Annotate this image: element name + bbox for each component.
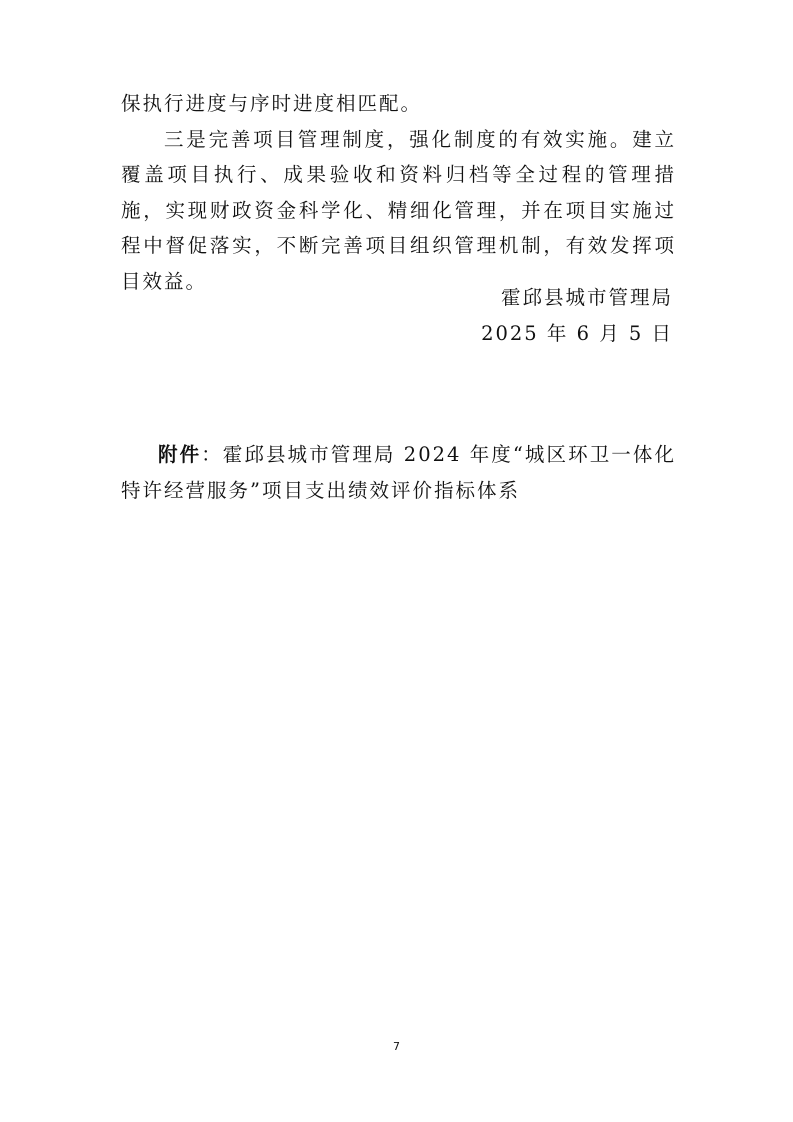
paragraph-continuation: 保执行进度与序时进度相匹配。 xyxy=(121,92,423,115)
paragraph-point-three: 三是完善项目管理制度，强化制度的有效实施。建立覆盖项目执行、成果验收和资料归档等全过程的管理措施，实现财政资金科学化、精细化管理，并在项目实施过程中督促落实，不断完善项目组织管理机制，有效发挥项目效益。 xyxy=(121,127,676,293)
attachment-separator: ： xyxy=(201,443,223,466)
signature-date: 2025 年 6 月 5 日 xyxy=(481,321,673,345)
attachment-note xyxy=(121,437,676,508)
signature-block xyxy=(481,280,673,351)
signature-organization: 霍邱县城市管理局 xyxy=(500,286,673,309)
attachment-title: 霍邱县城市管理局 2024 年度“城区环卫一体化特许经营服务”项目支出绩效评价指标体系 xyxy=(121,443,676,502)
page-number: 7 xyxy=(393,1040,400,1053)
body-text xyxy=(121,86,676,299)
attachment-label: 附件 xyxy=(158,443,202,466)
